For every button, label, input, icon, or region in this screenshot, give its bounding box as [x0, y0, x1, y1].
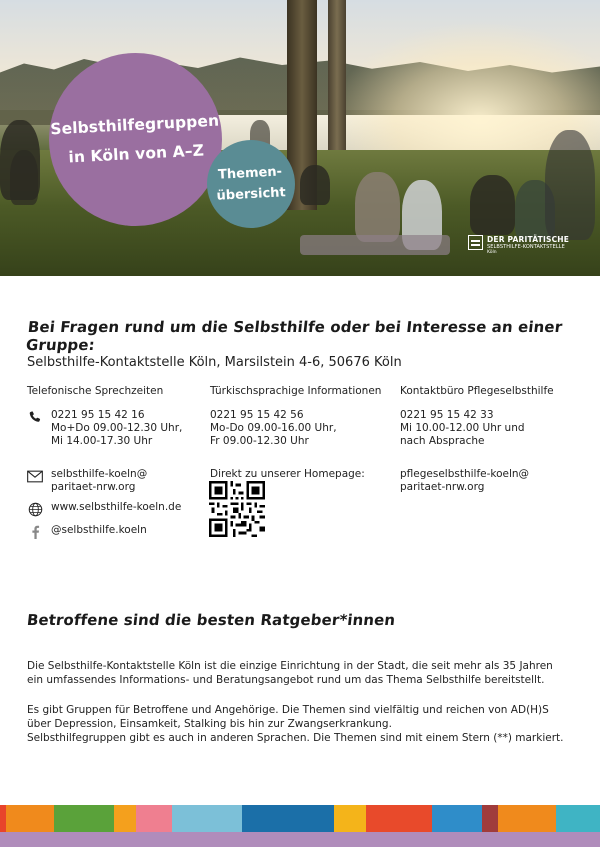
email-part: selbsthilfe-koeln@: [51, 468, 148, 480]
website-link[interactable]: www.selbsthilfe-koeln.de: [51, 501, 182, 513]
phone-block: [51, 409, 182, 448]
mail-icon: [27, 468, 43, 484]
color-stripe: [482, 805, 498, 832]
title-line: Selbsthilfegruppen: [49, 111, 220, 138]
column-header: Kontaktbüro Pflegeselbsthilfe: [400, 385, 554, 397]
paritaetische-logo: [468, 235, 569, 256]
paragraph-line: Die Selbsthilfe-Kontaktstelle Köln ist die einzige Einrichtung in der Stadt, die seit mehr als 35 Jahren: [27, 660, 553, 672]
hero-person: [470, 175, 515, 235]
paragraph-line: über Depression, Einsamkeit, Stalking bis hin zur Zwangserkrankung.: [27, 718, 392, 730]
facebook-icon: [27, 524, 43, 540]
color-stripe-bar: [0, 805, 600, 832]
color-stripe: [172, 805, 242, 832]
color-stripe: [432, 805, 482, 832]
hero-person: [545, 130, 595, 240]
email-part: paritaet-nrw.org: [51, 481, 136, 493]
phone-number[interactable]: 0221 95 15 42 33: [400, 409, 494, 421]
hero-blanket: [300, 235, 450, 255]
color-stripe: [334, 805, 366, 832]
phone-icon: [27, 409, 43, 425]
email-part: paritaet-nrw.org: [400, 481, 485, 493]
hours-line: Fr 09.00-12.30 Uhr: [210, 435, 309, 447]
hero-person: [10, 150, 38, 205]
email-row: [27, 468, 207, 494]
hours-line: Mo-Do 09.00-16.00 Uhr,: [210, 422, 337, 434]
color-stripe: [366, 805, 432, 832]
hours-line: Mi 10.00-12.00 Uhr und: [400, 422, 525, 434]
email-link[interactable]: [400, 468, 580, 494]
bottom-color-band: [0, 832, 600, 847]
homepage-label: Direkt zu unserer Homepage:: [210, 468, 365, 480]
hours-line: nach Absprache: [400, 435, 485, 447]
title-circle: [49, 53, 222, 226]
column-header: Telefonische Sprechzeiten: [27, 385, 164, 397]
color-stripe: [6, 805, 54, 832]
groups-paragraph: [27, 703, 577, 745]
color-stripe: [556, 805, 600, 832]
paragraph-line: Es gibt Gruppen für Betroffene und Angehörige. Die Themen sind vielfältig und reichen von AD(H)S: [27, 704, 549, 716]
hours-line: Mi 14.00-17.30 Uhr: [51, 435, 153, 447]
email-part: pflegeselbsthilfe-koeln@: [400, 468, 530, 480]
color-stripe: [114, 805, 136, 832]
globe-icon: [27, 501, 43, 517]
contact-column-turkish: [210, 385, 395, 481]
contact-heading: Bei Fragen rund um die Selbsthilfe oder bei Interesse an einer Gruppe:: [25, 318, 564, 354]
color-stripe: [294, 805, 334, 832]
logo-text: DER PARITÄTISCHE: [487, 235, 570, 244]
hero-person: [300, 165, 330, 205]
topic-overview-circle: [207, 140, 295, 228]
title-line: in Köln von A–Z: [68, 140, 205, 167]
phone-block: [210, 409, 395, 448]
topic-overview-label: [215, 161, 286, 207]
color-stripe: [242, 805, 294, 832]
homepage-qr-code[interactable]: [209, 481, 265, 537]
hero-photo: [0, 0, 600, 276]
contact-column-hotline: [27, 385, 207, 540]
social-row: [27, 524, 207, 540]
hero-tree-trunk: [328, 0, 346, 150]
phone-block: [400, 409, 580, 448]
color-stripe: [498, 805, 556, 832]
phone-row: [27, 409, 207, 448]
hero-person: [355, 172, 400, 242]
brochure-title: [50, 106, 222, 173]
phone-number[interactable]: 0221 95 15 42 56: [210, 409, 304, 421]
paragraph-line: ein umfassendes Informations- und Beratungsangebot rund um das Thema Selbsthilfe bereitstellt.: [27, 674, 545, 686]
social-handle[interactable]: @selbsthilfe.koeln: [51, 524, 147, 536]
paragraph-line: Selbsthilfegruppen gibt es auch in anderen Sprachen. Die Themen sind mit einem Stern (**) markiert.: [27, 732, 564, 744]
about-paragraph: [27, 659, 577, 687]
logo-city: Köln: [487, 250, 497, 255]
column-header: Türkischsprachige Informationen: [210, 385, 382, 397]
about-heading: Betroffene sind die besten Ratgeber*innen: [26, 611, 397, 629]
tag-line: übersicht: [216, 185, 287, 204]
contact-column-care: [400, 385, 580, 494]
web-row: [27, 501, 207, 517]
phone-number[interactable]: 0221 95 15 42 16: [51, 409, 145, 421]
address: Selbsthilfe-Kontaktstelle Köln, Marsilstein 4-6, 50676 Köln: [27, 355, 402, 370]
logo-subtext: SELBSTHILFE-KONTAKTSTELLE: [487, 244, 565, 250]
email-link[interactable]: [51, 468, 147, 494]
color-stripe: [136, 805, 172, 832]
tag-line: Themen-: [218, 164, 283, 183]
hours-line: Mo+Do 09.00-12.30 Uhr,: [51, 422, 183, 434]
logo-mark-icon: [468, 235, 483, 250]
color-stripe: [54, 805, 114, 832]
